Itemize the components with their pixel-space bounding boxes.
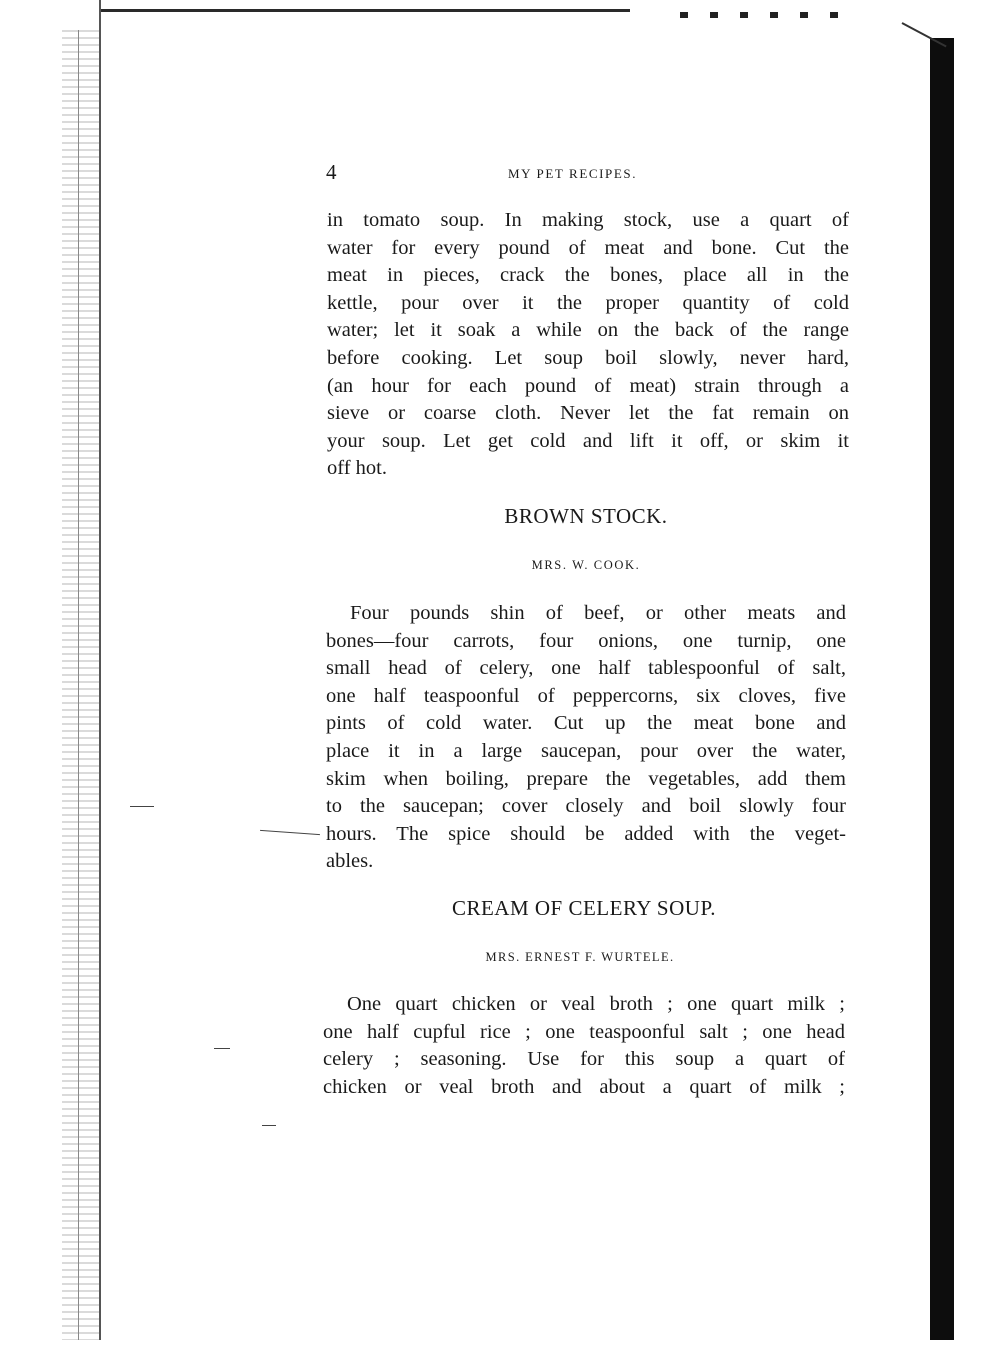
- scan-page-curl: [902, 22, 947, 47]
- text-line: your soup. Let get cold and lift it off, or skim it: [327, 429, 849, 452]
- recipe-author-brown-stock: MRS. W. COOK.: [531, 558, 641, 572]
- page-number: 4: [326, 160, 337, 184]
- running-title: MY PET RECIPES.: [508, 166, 638, 181]
- text-line: ables.: [326, 850, 374, 873]
- text-line: meat in pieces, crack the bones, place all in the: [327, 264, 849, 287]
- text-line: bones—four carrots, four onions, one turnip, one: [326, 629, 846, 652]
- text-line: off hot.: [327, 457, 387, 480]
- text-line: in tomato soup. In making stock, use a quart of: [327, 209, 849, 231]
- brown-stock-paragraph: [326, 600, 846, 876]
- text-line: pints of cold water. Cut up the meat bone and: [326, 712, 846, 735]
- scan-left-edge-noise: [62, 30, 100, 1340]
- scan-stray-mark: [214, 1048, 230, 1049]
- scan-left-border: [99, 0, 101, 1340]
- recipe-title-cream-of-celery: CREAM OF CELERY SOUP.: [451, 896, 717, 920]
- intro-paragraph: [327, 207, 849, 483]
- text-line: one half cupful rice ; one teaspoonful salt ; one head: [323, 1020, 845, 1043]
- scan-stray-mark: [130, 806, 154, 807]
- text-line: small head of celery, one half tablespoonful of salt,: [326, 657, 846, 680]
- scan-right-shadow-bar: [930, 38, 954, 1340]
- text-line: chicken or veal broth and about a quart of milk ;: [323, 1075, 845, 1098]
- text-line: water for every pound of meat and bone. Cut the: [327, 236, 849, 259]
- cream-of-celery-paragraph: [323, 991, 845, 1101]
- recipe-title-brown-stock: BROWN STOCK.: [504, 504, 668, 528]
- text-line: celery ; seasoning. Use for this soup a quart of: [323, 1048, 845, 1071]
- recipe-author-cream-of-celery: MRS. ERNEST F. WURTELE.: [485, 950, 675, 964]
- text-line: place it in a large saucepan, pour over the water,: [326, 739, 846, 762]
- text-line: (an hour for each pound of meat) strain through a: [327, 374, 849, 397]
- page-header: [326, 160, 846, 190]
- scan-left-inner-line: [78, 30, 79, 1340]
- text-line: one half teaspoonful of peppercorns, six cloves, five: [326, 684, 846, 707]
- text-line: sieve or coarse cloth. Never let the fat remain on: [327, 402, 849, 425]
- text-line: before cooking. Let soup boil slowly, never hard,: [327, 346, 849, 369]
- text-line: kettle, pour over it the proper quantity of cold: [327, 291, 849, 314]
- scan-top-marks: [680, 12, 840, 18]
- scan-stray-mark: [260, 830, 320, 835]
- text-line: hours. The spice should be added with the veget-: [326, 822, 846, 845]
- text-line: to the saucepan; cover closely and boil slowly four: [326, 795, 846, 818]
- text-line: water; let it soak a while on the back of the range: [327, 319, 849, 342]
- text-line: skim when boiling, prepare the vegetables, add them: [326, 767, 846, 790]
- text-line: Four pounds shin of beef, or other meats and: [350, 602, 846, 624]
- scan-stray-mark: [262, 1125, 276, 1126]
- text-line: One quart chicken or veal broth ; one quart milk ;: [347, 993, 845, 1015]
- scan-top-rule: [100, 9, 630, 12]
